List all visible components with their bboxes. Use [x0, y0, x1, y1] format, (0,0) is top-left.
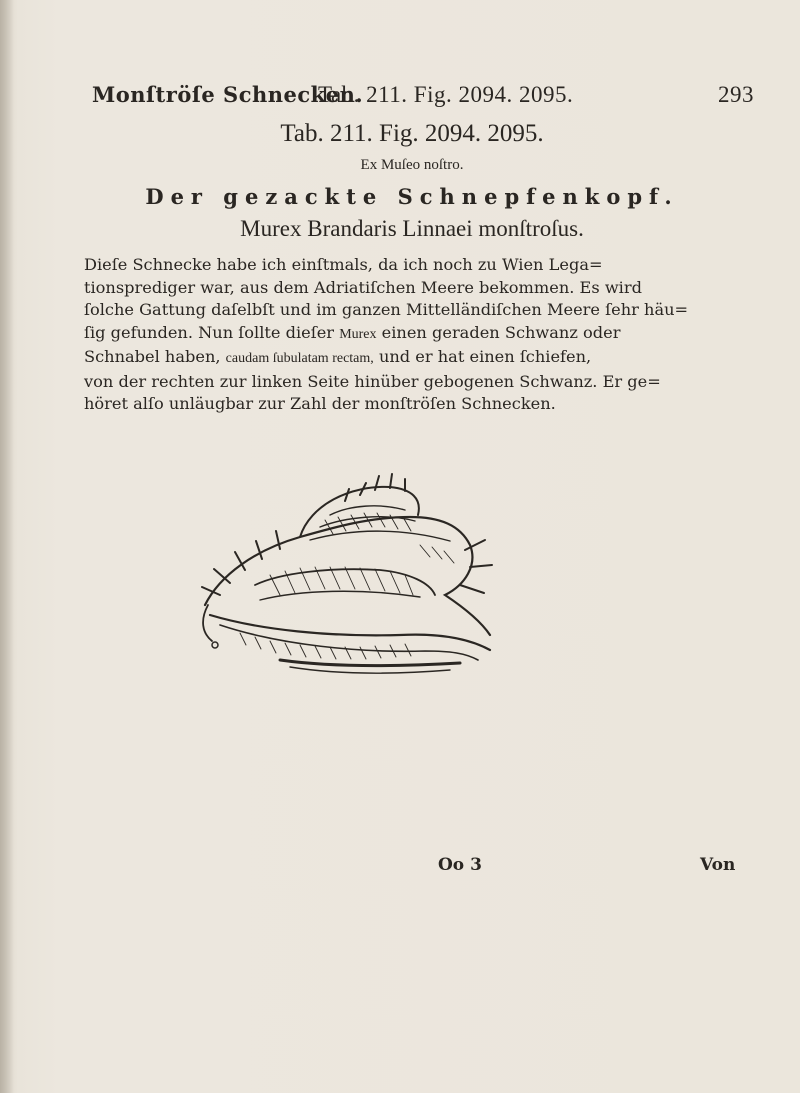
body-line: Dieſe Schnecke habe ich einſtmals, da ich noch zu Wien Lega=	[84, 255, 603, 274]
signature-mark: Oo 3	[438, 855, 482, 875]
page-number: 293	[718, 82, 754, 107]
body-line	[84, 346, 774, 371]
body-line	[84, 322, 774, 347]
body-line: ſolche Gattung daſelbſt und im ganzen Mittelländiſchen Meere ſehr häu=	[84, 300, 689, 319]
running-head-title: Monſtröſe Schnecken.	[92, 82, 364, 107]
shell-engraving-icon	[160, 455, 560, 705]
body-text-segment: und er hat einen ſchiefen,	[378, 347, 592, 366]
latin-term: caudam ſubulatam rectam,	[225, 351, 374, 366]
body-text-segment: Schnabel haben,	[84, 347, 221, 366]
plate-reference: Tab. 211. Fig. 2094. 2095.	[280, 120, 544, 147]
running-head-reference: Tab. 211. Fig. 2094. 2095.	[318, 82, 574, 107]
german-heading: Der gezackte Schnepfenkopf.	[145, 184, 679, 209]
catchword: Von	[700, 855, 736, 875]
body-text-segment: ſig gefunden. Nun ſollte dieſer	[84, 322, 335, 342]
source-note: Ex Muſeo noſtro.	[360, 157, 464, 173]
latin-term: Murex	[339, 326, 377, 342]
body-line: höret alſo unläugbar zur Zahl der monſtröſen Schnecken.	[84, 394, 556, 413]
latin-heading: Murex Brandaris Linnaei monſtroſus.	[240, 216, 584, 241]
body-text-segment: einen geraden Schwanz oder	[381, 322, 621, 342]
body-line: von der rechten zur linken Seite hinüber gebogenen Schwanz. Er ge=	[84, 371, 661, 391]
body-line: tionsprediger war, aus dem Adriatiſchen Meere bekommen. Es wird	[84, 277, 642, 297]
body-paragraph	[84, 254, 774, 416]
